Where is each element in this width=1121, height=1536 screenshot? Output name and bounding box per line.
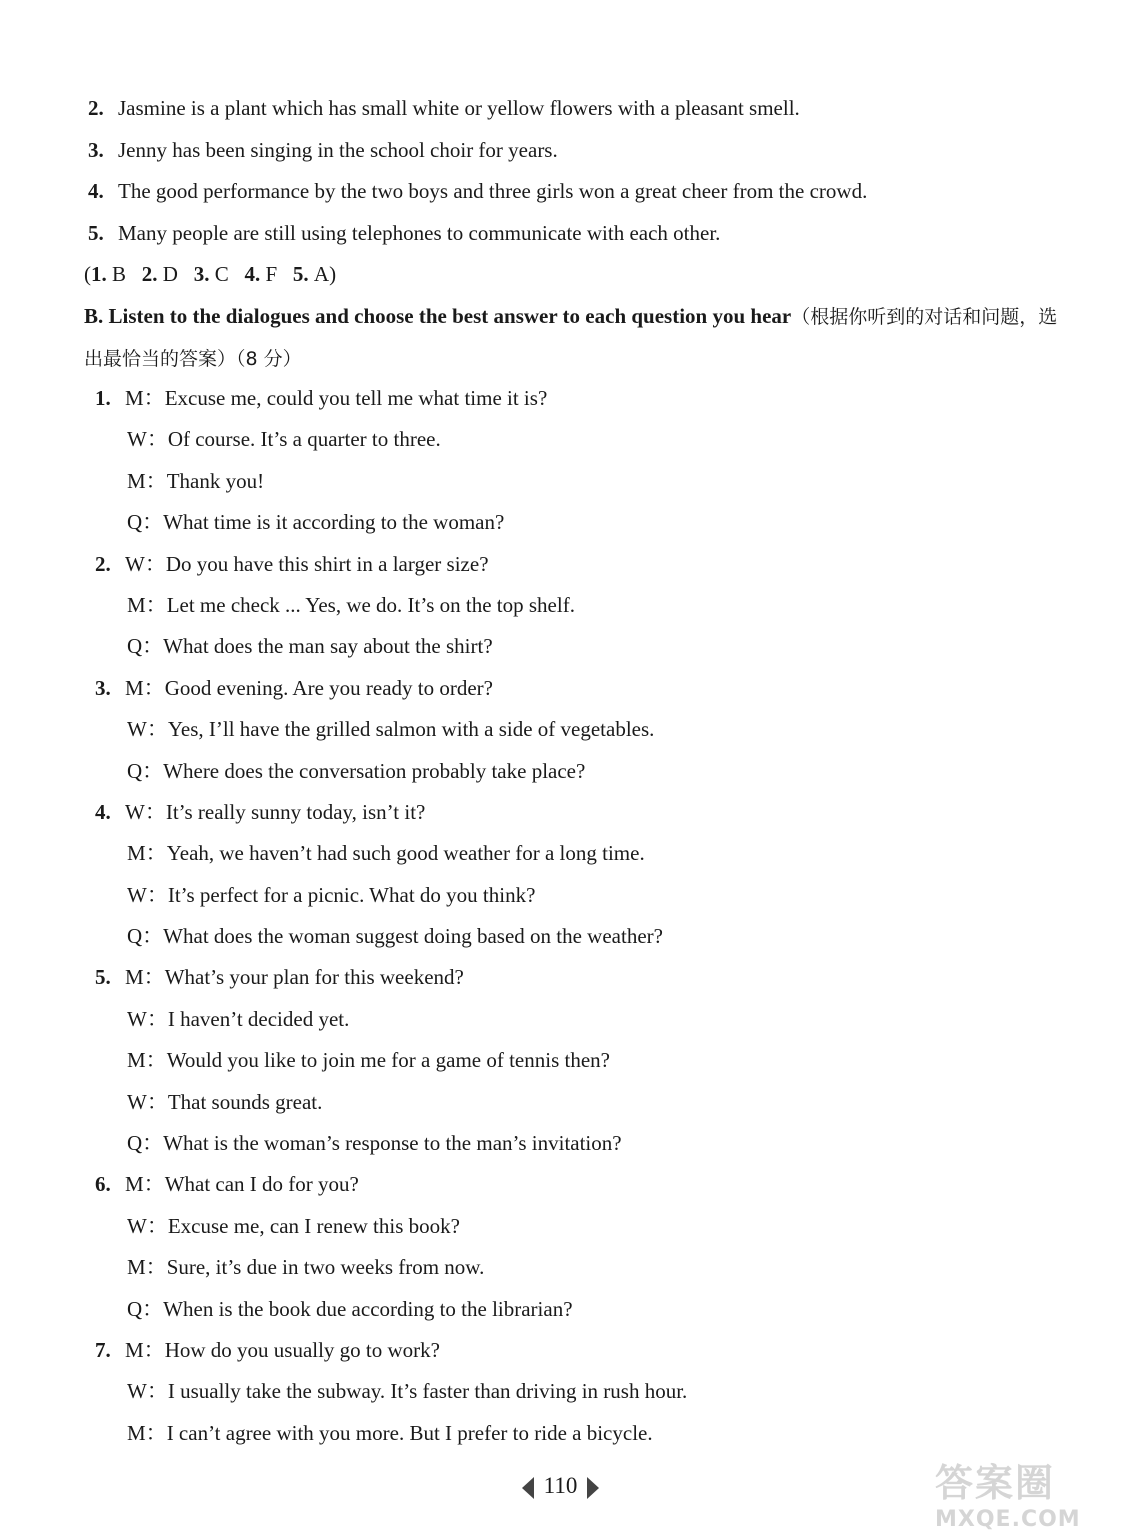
dialogue-item	[95, 792, 687, 958]
dialogue-line: M：I can’t agree with you more. But I prefer to ride a bicycle.	[127, 1420, 653, 1445]
triangle-left-icon	[522, 1477, 534, 1499]
dialogue-item	[95, 668, 687, 792]
watermark-logo: 答案圈 MXQE.COM	[935, 1461, 1081, 1532]
dialogue-line: Q：What is the woman’s response to the man’s invitation?	[127, 1131, 622, 1156]
dialogue-line: Q：What does the man say about the shirt?	[127, 634, 493, 659]
answer-key: (1. B 2. D 3. C 4. F 5. A)	[84, 262, 337, 286]
dialogue-item	[95, 378, 687, 544]
sentence-item: 5. Many people are still using telephones to communicate with each other.	[88, 220, 721, 245]
page-number: 110	[543, 1473, 578, 1498]
dialogue-line: Q：Where does the conversation probably take place?	[127, 758, 586, 783]
sentence-item: 2. Jasmine is a plant which has small white or yellow flowers with a pleasant smell.	[88, 96, 800, 120]
sentence-item: 3. Jenny has been singing in the school choir for years.	[88, 137, 558, 162]
dialogue-item	[95, 544, 687, 668]
dialogue-line: 4. W：It’s really sunny today, isn’t it?	[95, 799, 426, 824]
dialogue-line: W：Excuse me, can I renew this book?	[127, 1213, 460, 1238]
dialogue-line: Q：What time is it according to the woman?	[127, 510, 505, 535]
dialogue-line: Q：What does the woman suggest doing based on the weather?	[127, 924, 663, 949]
dialogue-line: 1. M：Excuse me, could you tell me what time it is?	[95, 386, 548, 410]
dialogue-list	[95, 378, 687, 1454]
sentence-list	[84, 88, 868, 296]
sentence-item: 4. The good performance by the two boys and three girls won a great cheer from the crowd.	[88, 179, 868, 203]
dialogue-line: 7. M：How do you usually go to work?	[95, 1337, 440, 1362]
dialogue-line: Q：When is the book due according to the librarian?	[127, 1296, 573, 1321]
dialogue-line: 2. W：Do you have this shirt in a larger size?	[95, 551, 489, 576]
dialogue-item	[95, 957, 687, 1164]
dialogue-line: W：Of course. It’s a quarter to three.	[127, 427, 441, 452]
triangle-right-icon	[587, 1477, 599, 1499]
dialogue-line: 3. M：Good evening. Are you ready to order?	[95, 675, 493, 700]
dialogue-line: W：It’s perfect for a picnic. What do you think?	[127, 882, 536, 907]
dialogue-line: 5. M：What’s your plan for this weekend?	[95, 965, 464, 990]
dialogue-line: M：Sure, it’s due in two weeks from now.	[127, 1255, 485, 1280]
dialogue-line: W：Yes, I’ll have the grilled salmon with a side of vegetables.	[127, 717, 655, 742]
dialogue-line: 6. M：What can I do for you?	[95, 1172, 359, 1197]
dialogue-line: W：I haven’t decided yet.	[127, 1006, 350, 1031]
dialogue-line: M：Yeah, we haven’t had such good weather for a long time.	[127, 841, 645, 866]
dialogue-item	[95, 1164, 687, 1330]
dialogue-line: W：That sounds great.	[127, 1089, 323, 1114]
section-b-title: B. Listen to the dialogues and choose the best answer to each question you hear（根据你听到的对话和问题，选出最恰当的答案）（8 分）	[84, 304, 1058, 370]
dialogue-item	[95, 1330, 687, 1454]
dialogue-line: W：I usually take the subway. It’s faster than driving in rush hour.	[127, 1379, 688, 1404]
dialogue-line: M：Thank you!	[127, 468, 265, 493]
dialogue-line: M：Let me check ... Yes, we do. It’s on the top shelf.	[127, 592, 575, 617]
dialogue-line: M：Would you like to join me for a game of tennis then?	[127, 1048, 610, 1073]
